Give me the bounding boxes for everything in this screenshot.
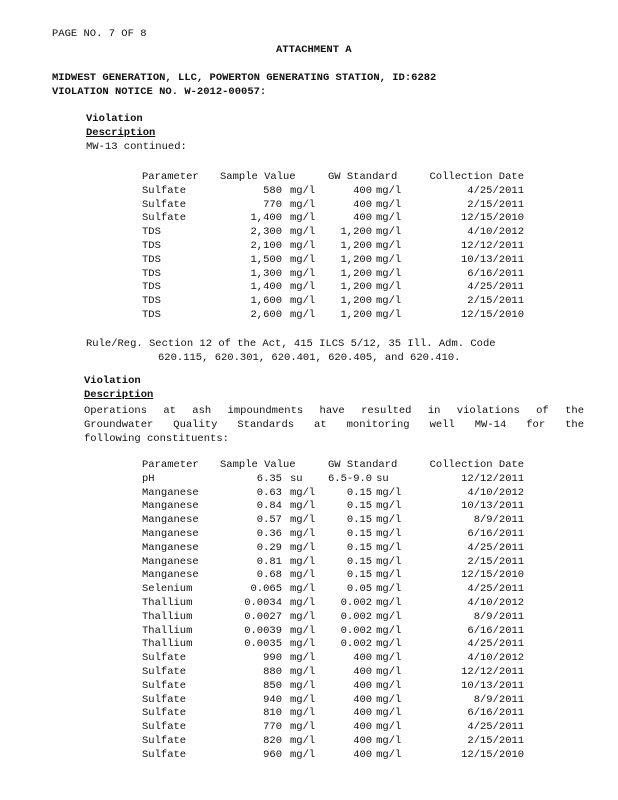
cell-sample-unit: mg/l bbox=[290, 569, 316, 582]
cell-collection-date: 2/15/2011 bbox=[467, 295, 524, 308]
cell-sample-value: 0.84 bbox=[256, 500, 282, 513]
cell-gw-standard: 1,200 bbox=[340, 253, 372, 266]
cell-sample-value: 810 bbox=[263, 707, 282, 720]
cell-sample-value: 0.36 bbox=[256, 527, 282, 540]
cell-sample-value: 990 bbox=[263, 652, 282, 665]
cell-collection-date: 12/12/2011 bbox=[461, 472, 525, 485]
cell-collection-date: 2/15/2011 bbox=[467, 198, 524, 211]
cell-gw-unit: mg/l bbox=[376, 514, 402, 527]
cell-collection-date: 6/16/2011 bbox=[467, 267, 524, 280]
cell-collection-date: 10/13/2011 bbox=[460, 253, 524, 266]
cell-parameter: Sulfate bbox=[142, 198, 187, 211]
cell-gw-unit: mg/l bbox=[376, 486, 402, 499]
cell-parameter: Sulfate bbox=[142, 707, 187, 720]
cell-collection-date: 12/12/2011 bbox=[460, 239, 524, 252]
cell-parameter: Sulfate bbox=[142, 748, 187, 761]
table-row bbox=[142, 556, 524, 570]
cell-collection-date: 4/10/2012 bbox=[467, 596, 525, 609]
table-row bbox=[142, 226, 524, 240]
cell-parameter: Sulfate bbox=[142, 212, 187, 225]
cell-sample-unit: mg/l bbox=[290, 226, 316, 239]
cell-sample-value: 0.29 bbox=[256, 541, 282, 554]
page-number-label: PAGE NO. 7 OF 8 bbox=[52, 28, 147, 40]
company-line: MIDWEST GENERATION, LLC, POWERTON GENERATING STATION, ID:6282 bbox=[52, 72, 437, 84]
cell-gw-unit: mg/l bbox=[376, 212, 402, 225]
cell-collection-date: 10/13/2011 bbox=[461, 679, 525, 692]
table-row bbox=[142, 611, 524, 625]
cell-sample-unit: mg/l bbox=[290, 555, 316, 568]
cell-sample-unit: mg/l bbox=[290, 308, 316, 321]
table-row bbox=[142, 652, 524, 666]
table-row bbox=[142, 625, 524, 639]
column-header-gw-standard: GW Standard bbox=[328, 171, 398, 183]
cell-sample-value: 850 bbox=[263, 679, 282, 692]
table-row bbox=[142, 583, 524, 597]
cell-gw-standard: 400 bbox=[353, 748, 373, 761]
cell-sample-value: 2,100 bbox=[250, 239, 282, 252]
cell-collection-date: 12/15/2010 bbox=[461, 748, 525, 761]
column-header-collection-date: Collection Date bbox=[429, 459, 525, 471]
cell-parameter: Selenium bbox=[142, 583, 193, 596]
cell-gw-standard: 1,200 bbox=[340, 226, 372, 239]
cell-parameter: TDS bbox=[142, 239, 161, 252]
table-row bbox=[142, 597, 524, 611]
cell-parameter: TDS bbox=[142, 226, 161, 239]
cell-gw-unit: mg/l bbox=[376, 665, 402, 678]
cell-gw-unit: su bbox=[376, 472, 389, 485]
cell-sample-unit: mg/l bbox=[290, 527, 316, 540]
cell-parameter: TDS bbox=[142, 295, 161, 308]
section2-heading-violation: Violation bbox=[84, 375, 141, 387]
cell-collection-date: 8/9/2011 bbox=[473, 514, 525, 527]
table-row bbox=[142, 500, 524, 514]
table-row bbox=[142, 514, 524, 528]
cell-collection-date: 12/12/2011 bbox=[461, 665, 525, 678]
cell-gw-standard: 1,200 bbox=[340, 308, 372, 321]
section2-paragraph-line-3: following constituents: bbox=[84, 433, 229, 445]
cell-sample-unit: mg/l bbox=[290, 295, 316, 308]
cell-sample-unit: mg/l bbox=[290, 679, 316, 692]
cell-sample-unit: mg/l bbox=[290, 748, 316, 761]
table-row bbox=[142, 735, 524, 749]
cell-gw-unit: mg/l bbox=[376, 679, 402, 692]
cell-collection-date: 6/16/2011 bbox=[467, 527, 525, 540]
table-row bbox=[142, 281, 524, 295]
column-header-sample-value: Sample Value bbox=[220, 171, 296, 183]
cell-gw-standard: 0.002 bbox=[340, 610, 373, 623]
cell-gw-unit: mg/l bbox=[376, 226, 402, 239]
section1-heading-description: Description bbox=[86, 127, 156, 139]
table-row bbox=[142, 199, 524, 213]
cell-collection-date: 2/15/2011 bbox=[467, 555, 525, 568]
cell-parameter: Sulfate bbox=[142, 679, 187, 692]
table-row bbox=[142, 185, 524, 199]
table-row bbox=[142, 569, 524, 583]
cell-gw-standard: 1,200 bbox=[340, 295, 372, 308]
cell-collection-date: 6/16/2011 bbox=[467, 707, 525, 720]
cell-gw-unit: mg/l bbox=[376, 624, 402, 637]
section2-table-header bbox=[142, 459, 524, 473]
cell-collection-date: 6/16/2011 bbox=[467, 624, 525, 637]
cell-parameter: Manganese bbox=[142, 514, 199, 527]
cell-collection-date: 8/9/2011 bbox=[473, 610, 525, 623]
cell-collection-date: 4/25/2011 bbox=[467, 583, 525, 596]
table-row bbox=[142, 707, 524, 721]
cell-gw-unit: mg/l bbox=[376, 748, 402, 761]
cell-collection-date: 4/10/2012 bbox=[467, 226, 524, 239]
cell-sample-unit: mg/l bbox=[290, 734, 316, 747]
cell-gw-unit: mg/l bbox=[376, 638, 402, 651]
cell-collection-date: 4/10/2012 bbox=[467, 486, 525, 499]
cell-sample-unit: mg/l bbox=[290, 267, 316, 280]
cell-gw-unit: mg/l bbox=[376, 693, 402, 706]
column-header-parameter: Parameter bbox=[142, 171, 199, 183]
cell-sample-value: 2,600 bbox=[250, 308, 282, 321]
section2-table bbox=[142, 459, 524, 763]
cell-gw-unit: mg/l bbox=[376, 295, 402, 308]
cell-gw-standard: 400 bbox=[353, 707, 373, 720]
cell-collection-date: 4/10/2012 bbox=[467, 652, 525, 665]
cell-gw-standard: 0.002 bbox=[340, 596, 373, 609]
cell-gw-standard: 0.15 bbox=[346, 541, 373, 554]
cell-sample-unit: mg/l bbox=[290, 652, 316, 665]
cell-gw-unit: mg/l bbox=[376, 308, 402, 321]
table-row bbox=[142, 268, 524, 282]
cell-sample-value: 0.0039 bbox=[244, 624, 282, 637]
cell-collection-date: 4/25/2011 bbox=[467, 721, 525, 734]
cell-sample-unit: mg/l bbox=[290, 583, 316, 596]
cell-sample-value: 0.0034 bbox=[244, 596, 282, 609]
table-row bbox=[142, 694, 524, 708]
table-row bbox=[142, 240, 524, 254]
cell-gw-standard: 1,200 bbox=[340, 239, 372, 252]
cell-parameter: Manganese bbox=[142, 500, 199, 513]
cell-gw-unit: mg/l bbox=[376, 555, 402, 568]
cell-sample-unit: mg/l bbox=[290, 693, 316, 706]
cell-gw-unit: mg/l bbox=[376, 267, 402, 280]
cell-parameter: TDS bbox=[142, 253, 161, 266]
cell-sample-value: 960 bbox=[263, 748, 282, 761]
cell-parameter: Sulfate bbox=[142, 721, 187, 734]
table-row bbox=[142, 721, 524, 735]
cell-gw-standard: 1,200 bbox=[340, 267, 372, 280]
cell-gw-standard: 0.002 bbox=[340, 624, 373, 637]
cell-gw-standard: 0.15 bbox=[346, 486, 373, 499]
cell-gw-standard: 400 bbox=[353, 212, 372, 225]
cell-gw-standard: 400 bbox=[353, 734, 373, 747]
cell-gw-standard: 0.15 bbox=[346, 569, 373, 582]
cell-parameter: Sulfate bbox=[142, 734, 187, 747]
cell-sample-unit: mg/l bbox=[290, 638, 316, 651]
cell-gw-standard: 400 bbox=[353, 198, 372, 211]
cell-collection-date: 12/15/2010 bbox=[461, 569, 525, 582]
cell-sample-unit: mg/l bbox=[290, 239, 316, 252]
column-header-parameter: Parameter bbox=[142, 459, 199, 471]
cell-parameter: Thallium bbox=[142, 638, 193, 651]
cell-sample-value: 770 bbox=[263, 721, 282, 734]
cell-sample-value: 0.065 bbox=[250, 583, 282, 596]
cell-gw-unit: mg/l bbox=[376, 253, 402, 266]
cell-sample-unit: mg/l bbox=[290, 707, 316, 720]
column-header-gw-standard: GW Standard bbox=[328, 459, 398, 471]
section2-paragraph-line-1: Operations at ash impoundments have resulted in violations of the bbox=[84, 405, 584, 417]
cell-parameter: TDS bbox=[142, 267, 161, 280]
cell-sample-unit: mg/l bbox=[290, 281, 316, 294]
cell-parameter: Manganese bbox=[142, 555, 199, 568]
cell-sample-value: 820 bbox=[263, 734, 282, 747]
cell-parameter: Manganese bbox=[142, 486, 199, 499]
cell-sample-value: 0.63 bbox=[256, 486, 282, 499]
cell-gw-standard: 6.5-9.0 bbox=[328, 472, 373, 485]
cell-sample-value: 770 bbox=[263, 198, 282, 211]
cell-gw-standard: 400 bbox=[353, 652, 373, 665]
section1-intro: MW-13 continued: bbox=[86, 141, 187, 153]
cell-gw-unit: mg/l bbox=[376, 569, 402, 582]
cell-parameter: Manganese bbox=[142, 541, 199, 554]
cell-gw-unit: mg/l bbox=[376, 652, 402, 665]
cell-gw-standard: 1,200 bbox=[340, 281, 372, 294]
cell-gw-unit: mg/l bbox=[376, 541, 402, 554]
cell-gw-standard: 0.002 bbox=[340, 638, 373, 651]
cell-parameter: pH bbox=[142, 472, 155, 485]
cell-sample-value: 1,500 bbox=[250, 253, 282, 266]
cell-gw-standard: 400 bbox=[353, 693, 373, 706]
cell-sample-unit: su bbox=[290, 472, 303, 485]
cell-gw-standard: 0.15 bbox=[346, 514, 373, 527]
cell-parameter: Sulfate bbox=[142, 652, 187, 665]
cell-gw-unit: mg/l bbox=[376, 721, 402, 734]
cell-collection-date: 2/15/2011 bbox=[467, 734, 525, 747]
cell-gw-unit: mg/l bbox=[376, 583, 402, 596]
cell-sample-unit: mg/l bbox=[290, 500, 316, 513]
cell-gw-unit: mg/l bbox=[376, 500, 402, 513]
cell-gw-unit: mg/l bbox=[376, 184, 402, 197]
cell-sample-value: 0.57 bbox=[256, 514, 282, 527]
cell-collection-date: 4/25/2011 bbox=[467, 541, 525, 554]
table-row bbox=[142, 254, 524, 268]
cell-sample-value: 0.81 bbox=[256, 555, 282, 568]
cell-sample-unit: mg/l bbox=[290, 596, 316, 609]
cell-sample-unit: mg/l bbox=[290, 541, 316, 554]
cell-sample-unit: mg/l bbox=[290, 721, 316, 734]
cell-sample-unit: mg/l bbox=[290, 184, 316, 197]
cell-sample-value: 940 bbox=[263, 693, 282, 706]
cell-gw-standard: 0.05 bbox=[346, 583, 373, 596]
table-row bbox=[142, 638, 524, 652]
cell-sample-unit: mg/l bbox=[290, 253, 316, 266]
table-row bbox=[142, 749, 524, 763]
cell-collection-date: 10/13/2011 bbox=[461, 500, 525, 513]
cell-sample-unit: mg/l bbox=[290, 514, 316, 527]
cell-gw-unit: mg/l bbox=[376, 527, 402, 540]
rule-reg-line-2: 620.115, 620.301, 620.401, 620.405, and 620.410. bbox=[158, 352, 461, 364]
section2-paragraph-line-2: Groundwater Quality Standards at monitoring well MW-14 for the bbox=[84, 419, 584, 431]
cell-sample-value: 880 bbox=[263, 665, 282, 678]
cell-sample-value: 2,300 bbox=[250, 226, 282, 239]
table-row bbox=[142, 528, 524, 542]
table-row bbox=[142, 295, 524, 309]
cell-gw-unit: mg/l bbox=[376, 198, 402, 211]
column-header-sample-value: Sample Value bbox=[220, 459, 296, 471]
cell-collection-date: 4/25/2011 bbox=[467, 184, 524, 197]
cell-sample-value: 6.35 bbox=[256, 472, 282, 485]
cell-collection-date: 12/15/2010 bbox=[460, 308, 524, 321]
table-row bbox=[142, 542, 524, 556]
cell-sample-unit: mg/l bbox=[290, 624, 316, 637]
cell-sample-unit: mg/l bbox=[290, 610, 316, 623]
section2-heading-description: Description bbox=[84, 389, 154, 401]
cell-parameter: Sulfate bbox=[142, 184, 187, 197]
table-row bbox=[142, 473, 524, 487]
attachment-title: ATTACHMENT A bbox=[276, 44, 352, 56]
table-row bbox=[142, 309, 524, 323]
cell-sample-value: 0.68 bbox=[256, 569, 282, 582]
cell-sample-value: 0.0027 bbox=[244, 610, 282, 623]
cell-sample-unit: mg/l bbox=[290, 665, 316, 678]
cell-sample-unit: mg/l bbox=[290, 212, 316, 225]
cell-parameter: Thallium bbox=[142, 610, 193, 623]
cell-parameter: Manganese bbox=[142, 569, 199, 582]
cell-parameter: Manganese bbox=[142, 527, 199, 540]
notice-number-line: VIOLATION NOTICE NO. W-2012-00057: bbox=[52, 86, 267, 98]
cell-gw-unit: mg/l bbox=[376, 281, 402, 294]
cell-gw-standard: 0.15 bbox=[346, 527, 373, 540]
cell-sample-value: 1,300 bbox=[250, 267, 282, 280]
cell-gw-standard: 0.15 bbox=[346, 500, 373, 513]
cell-parameter: TDS bbox=[142, 308, 161, 321]
cell-collection-date: 4/25/2011 bbox=[467, 281, 524, 294]
cell-collection-date: 12/15/2010 bbox=[460, 212, 524, 225]
cell-gw-standard: 400 bbox=[353, 721, 373, 734]
table-row bbox=[142, 212, 524, 226]
table-row bbox=[142, 680, 524, 694]
cell-gw-unit: mg/l bbox=[376, 610, 402, 623]
cell-parameter: TDS bbox=[142, 281, 161, 294]
cell-gw-standard: 400 bbox=[353, 679, 373, 692]
cell-gw-unit: mg/l bbox=[376, 596, 402, 609]
cell-parameter: Sulfate bbox=[142, 665, 187, 678]
column-header-collection-date: Collection Date bbox=[429, 171, 524, 183]
table-row bbox=[142, 487, 524, 501]
section1-table-header bbox=[142, 171, 524, 185]
cell-sample-value: 1,400 bbox=[250, 212, 282, 225]
cell-parameter: Thallium bbox=[142, 624, 193, 637]
cell-sample-value: 0.0035 bbox=[244, 638, 282, 651]
cell-parameter: Sulfate bbox=[142, 693, 187, 706]
cell-gw-unit: mg/l bbox=[376, 734, 402, 747]
section1-heading-violation: Violation bbox=[86, 113, 143, 125]
section1-table bbox=[142, 171, 524, 323]
cell-gw-unit: mg/l bbox=[376, 707, 402, 720]
cell-gw-unit: mg/l bbox=[376, 239, 402, 252]
cell-sample-unit: mg/l bbox=[290, 198, 316, 211]
cell-gw-standard: 400 bbox=[353, 665, 373, 678]
cell-sample-unit: mg/l bbox=[290, 486, 316, 499]
cell-sample-value: 580 bbox=[263, 184, 282, 197]
rule-reg-line-1: Rule/Reg. Section 12 of the Act, 415 ILCS 5/12, 35 Ill. Adm. Code bbox=[86, 338, 496, 350]
cell-sample-value: 1,600 bbox=[250, 295, 282, 308]
cell-gw-standard: 0.15 bbox=[346, 555, 373, 568]
table-row bbox=[142, 666, 524, 680]
cell-parameter: Thallium bbox=[142, 596, 193, 609]
cell-collection-date: 4/25/2011 bbox=[467, 638, 525, 651]
cell-sample-value: 1,400 bbox=[250, 281, 282, 294]
cell-gw-standard: 400 bbox=[353, 184, 372, 197]
cell-collection-date: 8/9/2011 bbox=[473, 693, 525, 706]
